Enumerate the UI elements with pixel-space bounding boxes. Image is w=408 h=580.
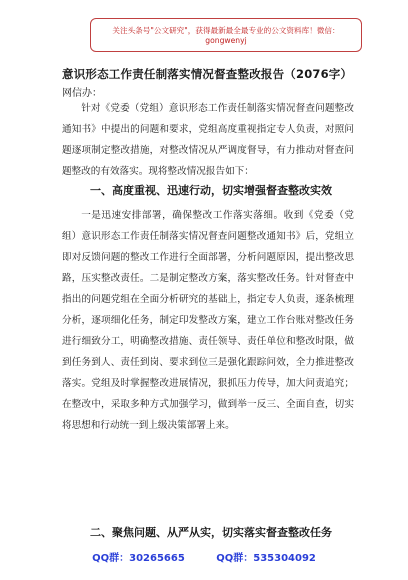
footer-contact bbox=[0, 549, 408, 564]
recipient-line: 网信办： bbox=[62, 88, 102, 99]
section1-heading: 一、高度重视、迅速行动，切实增强督查整改实效 bbox=[90, 184, 332, 197]
footer-qq-group-2: QQ群：535304092 bbox=[216, 553, 316, 564]
document-title: 意识形态工作责任制落实情况督查整改报告（2076字） bbox=[62, 67, 353, 81]
intro-paragraph: 针对《党委（党组）意识形态工作责任制落实情况督查问题整改通知书》中提出的问题和要求，党组高度重视指定专人负责，对照问题逐项制定整改措施，对整改情况从严调度督导，有力推动对督查问题整改的有效落实。现将整改情况报告如下： bbox=[62, 103, 354, 177]
section1-paragraph: 一是迅速安排部署，确保整改工作落实落细。收到《党委（党组）意识形态工作责任制落实情况督查问题整改通知书》后，党组立即对反馈问题的整改工作进行全面部署，分析问题原因，提出整改思路，压实整改责任。二是制定整改方案，落实整改任务。针对督查中指出的问题党组在全面分析研究的基础上，指定专人负责，逐条梳理分析，逐项细化任务，制定印发整改方案，建立工作台账对整改任务进行细致分工，明确整改措施、责任领导、责任单位和整改时限，做到任务到人、责任到岗、要求到位三是强化跟踪问效，全力推进整改落实。党组及时掌握整改进展情况，狠抓压力传导，加大问责追究；在整改中，采取多种方式加强学习，做到举一反三、全面自查，切实将思想和行动统一到上级决策部署上来。 bbox=[62, 210, 354, 431]
footer-qq-group-1: QQ群：30265665 bbox=[92, 553, 185, 564]
section2-heading: 二、聚焦问题、从严从实，切实落实督查整改任务 bbox=[90, 526, 332, 539]
promo-banner-text: 关注头条号"公文研究"，获得最新最全最专业的公文资料库！微信：gongwenyj bbox=[112, 26, 340, 45]
promo-banner bbox=[90, 18, 362, 52]
